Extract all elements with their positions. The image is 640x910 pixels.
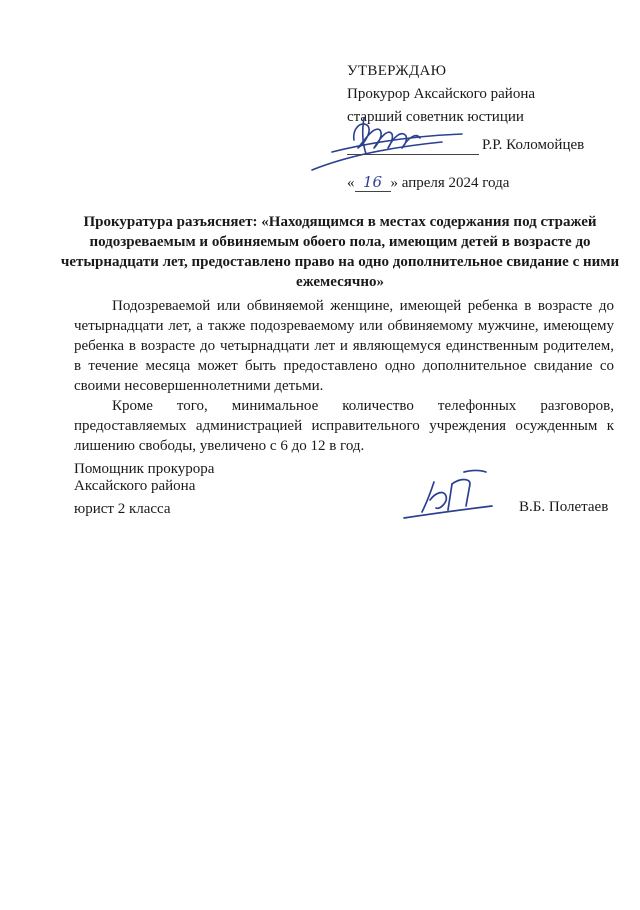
signatory-position xyxy=(74,461,214,495)
approval-signature-line xyxy=(347,137,587,159)
date-month-year: » апреля 2024 года xyxy=(390,175,510,191)
body-paragraph: Кроме того, минимальное количество телефонных разговоров, предоставляемых администрацией исправительного учреждения осужденным к лишению свободы, увеличено с 6 до 12 в год. xyxy=(74,398,614,454)
signatory-position-line-2: Аксайского района xyxy=(74,478,196,494)
signatory-rank: юрист 2 класса xyxy=(74,501,171,517)
date-open-quote: « xyxy=(347,175,355,191)
signature-underline xyxy=(347,154,479,155)
approval-rank: старший советник юстиции xyxy=(347,109,524,125)
signatory-position-line-1: Помощник прокурора xyxy=(74,461,215,477)
signatory-name: В.Б. Полетаев xyxy=(519,499,609,515)
approval-name: Р.Р. Коломойцев xyxy=(482,137,585,153)
assistant-signature-icon xyxy=(400,462,500,522)
document-body xyxy=(74,296,614,456)
body-paragraph: Подозреваемой или обвиняемой женщине, имеющей ребенка в возрасте до четырнадцати лет, а также подозреваемому или обвиняемому мужчине, имеющему ребенка в возрасте до четырнадцати лет и являющемуся единственным родителем, в течение месяца может быть предоставлено одно дополнительное свидание со своими несовершеннолетними детьми. xyxy=(74,298,614,394)
approval-heading: УТВЕРЖДАЮ xyxy=(347,63,447,79)
document-title: Прокуратура разъясняет: «Находящимся в местах содержания под стражей подозреваемым и обвиняемым обоего пола, имеющим детей в возрасте до четырнадцати лет, предоставлено право на одно дополнительное свидание с ними ежемесячно» xyxy=(60,214,620,290)
date-day: 16 xyxy=(355,173,391,192)
approval-date xyxy=(347,173,509,192)
approval-position: Прокурор Аксайского района xyxy=(347,86,536,102)
